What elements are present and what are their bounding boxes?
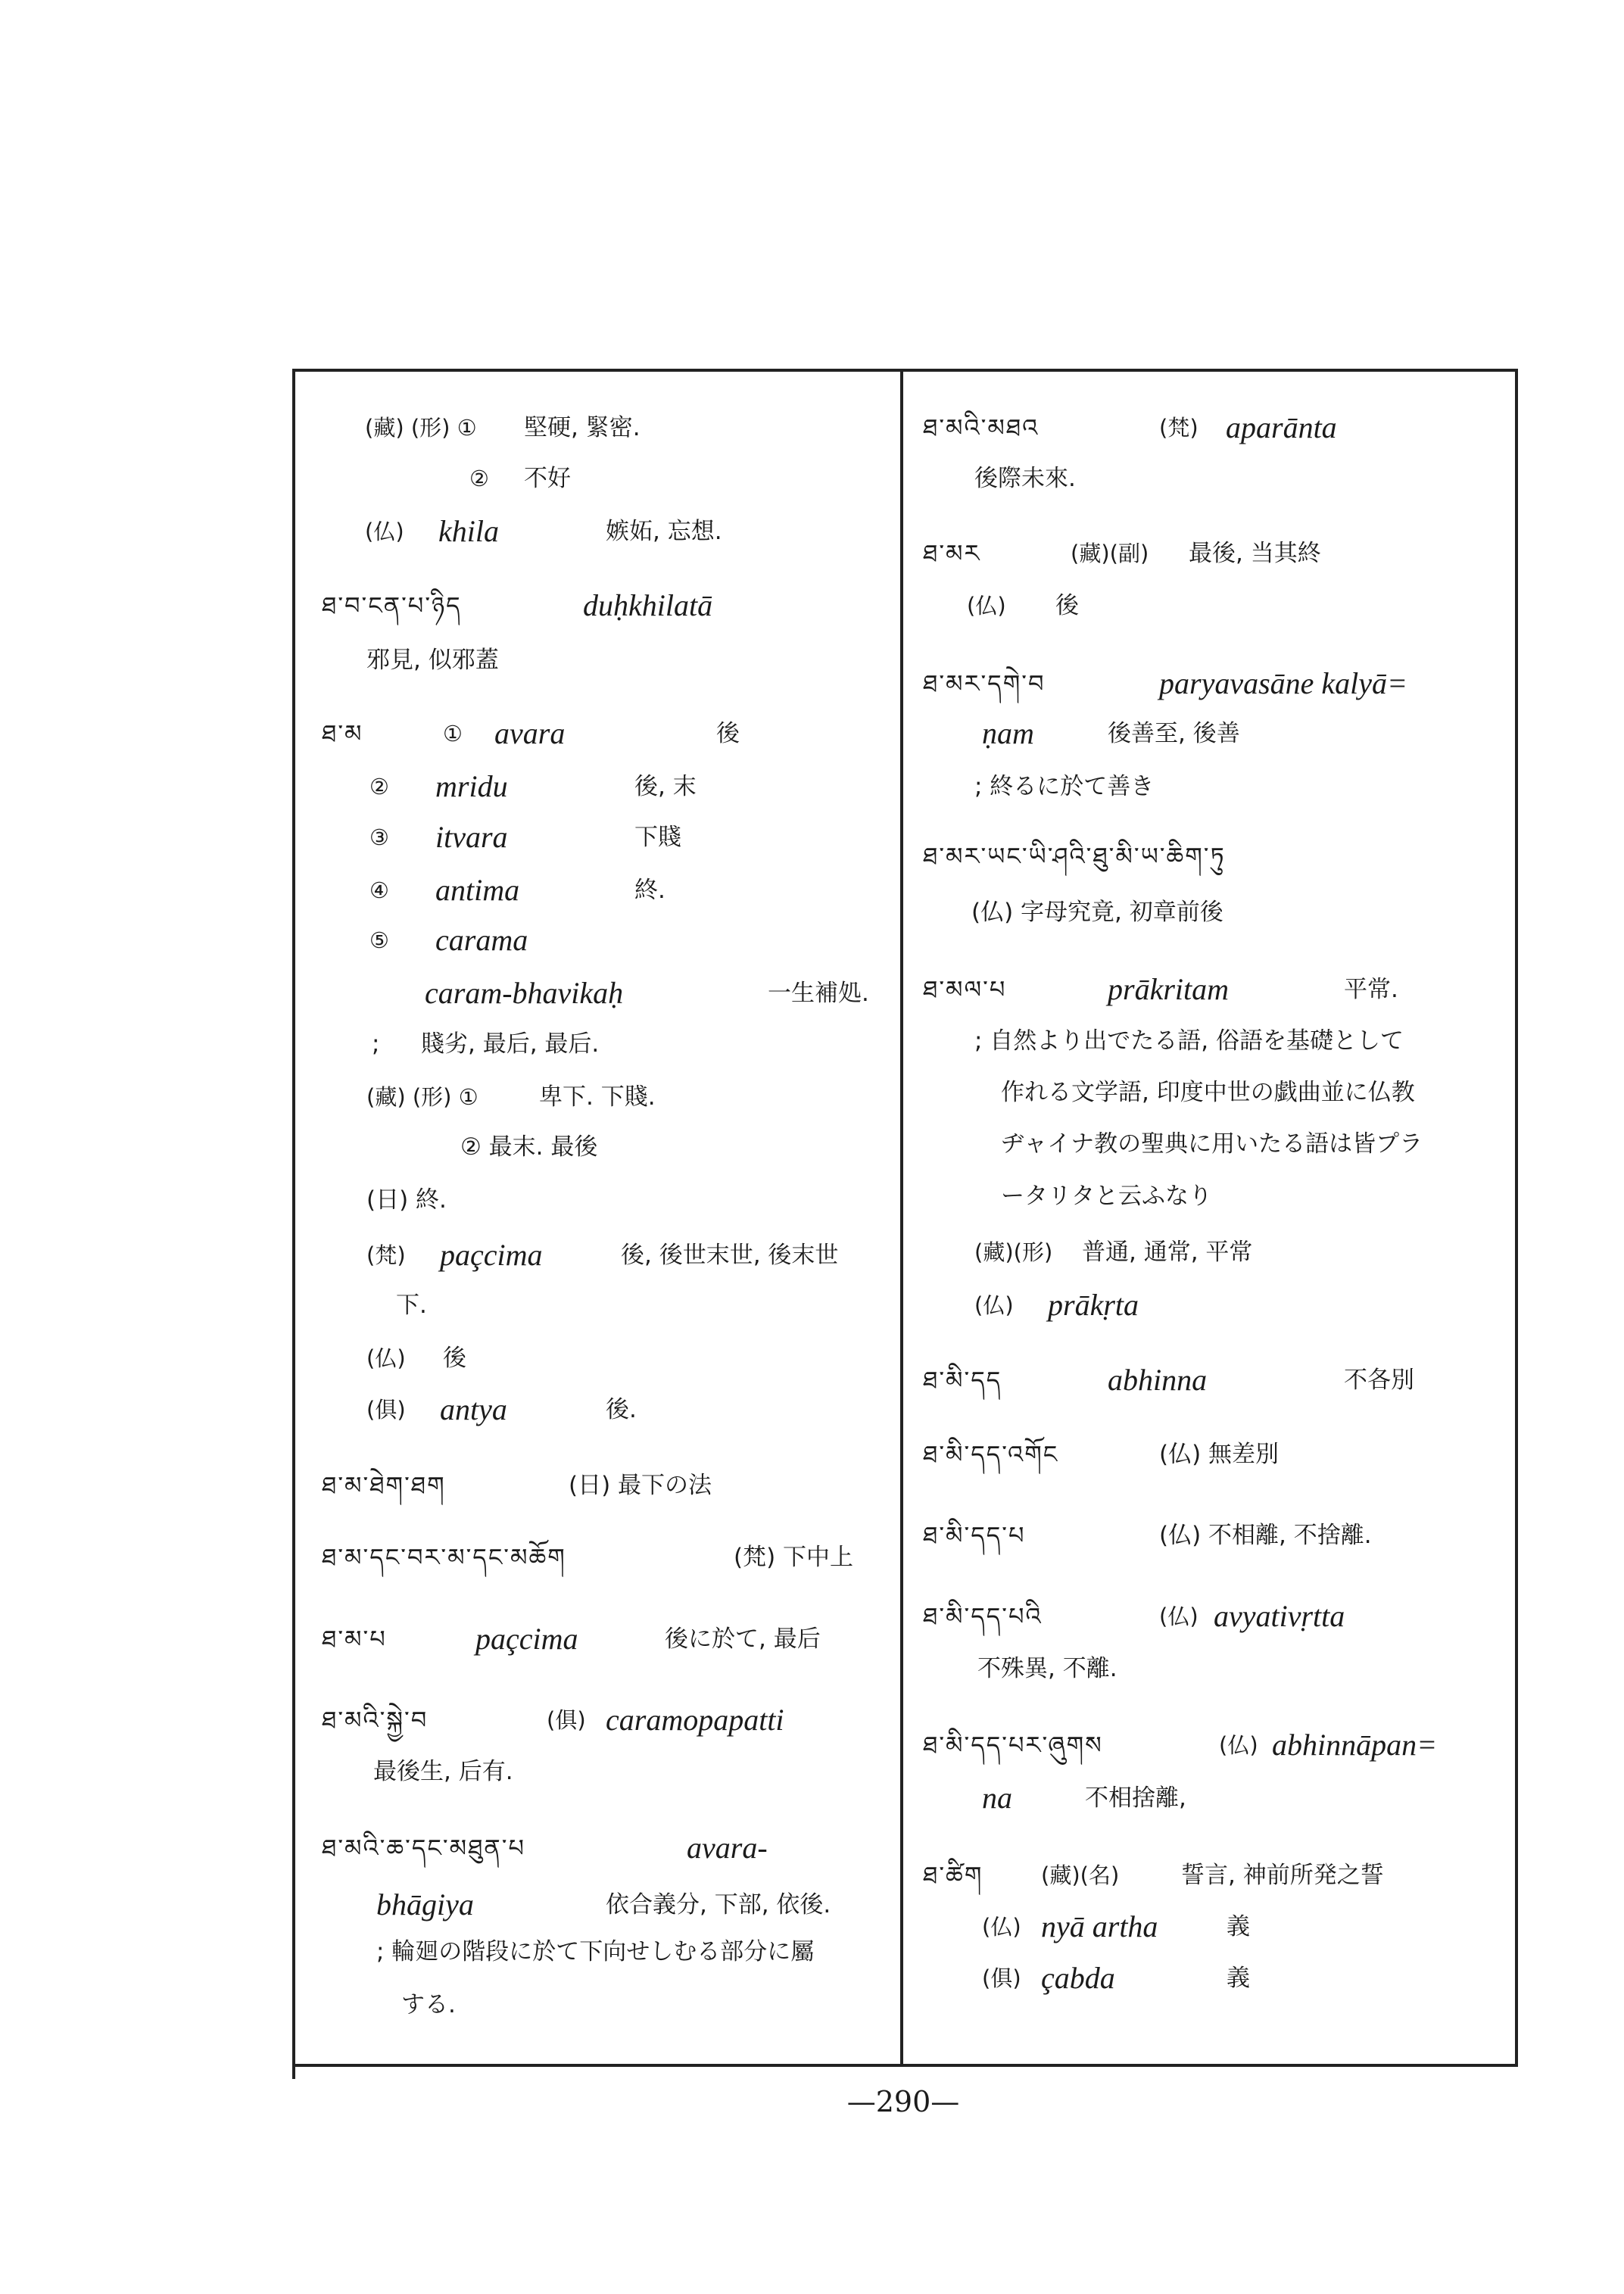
- japanese-note: ータリタと云ふなり: [1001, 1183, 1212, 1210]
- column-divider: [900, 369, 903, 2067]
- sanskrit-term: itvara: [435, 820, 508, 854]
- japanese-gloss: 下.: [396, 1292, 427, 1319]
- source-marker: (藏)(副): [1071, 541, 1149, 566]
- headword-tibetan: ཐ་མ་ཐེག་ཐག: [322, 1471, 446, 1500]
- sanskrit-term: paçcima: [475, 1622, 578, 1656]
- japanese-gloss: 堅硬, 緊密.: [524, 414, 641, 441]
- headword-tibetan: ཐ་མ་དང་བར་མ་དང་མཆོག: [322, 1543, 566, 1572]
- headword-tibetan: ཐ་མར: [923, 539, 981, 568]
- headword-tibetan: ཐ་མི་དད་པར་ཞུགས: [923, 1731, 1103, 1759]
- japanese-gloss: 卑下. 下賤.: [539, 1083, 656, 1111]
- sanskrit-term: çabda: [1041, 1961, 1115, 1995]
- headword-tibetan: ཐ་མི་དད་འགོང: [923, 1440, 1059, 1469]
- japanese-gloss: 不相捨離,: [1085, 1784, 1186, 1812]
- japanese-gloss: (仏) 字母究竟, 初章前後: [971, 899, 1223, 926]
- source-marker: (仏): [366, 1345, 406, 1371]
- japanese-gloss: 平常.: [1344, 976, 1398, 1003]
- japanese-note: ; 輪廻の階段に於て下向せしむる部分に屬: [376, 1938, 815, 1965]
- source-marker: (仏): [1159, 1604, 1199, 1629]
- sanskrit-term: avyativṛtta: [1214, 1599, 1345, 1633]
- japanese-gloss: 終.: [634, 877, 665, 904]
- sense-number: ④: [369, 877, 389, 903]
- japanese-gloss: 義: [1227, 1913, 1250, 1940]
- japanese-gloss: 後際未來.: [974, 465, 1076, 492]
- headword-tibetan: ཐ་མལ་པ: [923, 975, 1007, 1004]
- sanskrit-term: na: [982, 1781, 1012, 1815]
- dictionary-frame: [292, 369, 1518, 2067]
- sense-number: ③: [369, 824, 389, 850]
- source-marker: (仏): [982, 1914, 1021, 1940]
- source-marker: (藏) (形) ①: [366, 1084, 478, 1110]
- japanese-note: ヂャイナ教の聖典に用いたる語は皆プラ: [1001, 1130, 1423, 1158]
- headword-tibetan: ཐ་མའི་སྐྱེ་བ: [322, 1706, 429, 1735]
- japanese-gloss: 後, 後世末世, 後末世: [621, 1242, 839, 1269]
- headword-tibetan: ཐ་མ་པ: [322, 1625, 387, 1653]
- source-marker: (仏): [1219, 1732, 1258, 1758]
- japanese-gloss: 下賤: [634, 824, 681, 851]
- japanese-note: 作れる文学語, 印度中世の戯曲並に仏教: [1001, 1079, 1415, 1106]
- sanskrit-term: antima: [435, 873, 520, 907]
- sanskrit-term: ṇam: [982, 716, 1034, 750]
- source-marker: (梵): [1159, 415, 1199, 441]
- headword-tibetan: ཐ་མི་དད་པའི: [923, 1602, 1043, 1631]
- japanese-gloss: ② 最末. 最後: [460, 1133, 598, 1161]
- headword-tibetan: ཐ་མར་ཡང་ཡི་ཤའི་ཐུ་མི་ཡ་ཆིག་ཏུ: [923, 842, 1226, 871]
- japanese-gloss: 不各別: [1344, 1367, 1414, 1394]
- source-marker: (俱): [982, 1965, 1021, 1991]
- sanskrit-term: duḥkhilatā: [583, 588, 713, 622]
- sanskrit-term: avara: [494, 716, 566, 750]
- japanese-gloss: 後: [443, 1345, 466, 1372]
- headword-tibetan: ཐ་མ: [322, 719, 363, 748]
- japanese-note: ; 終るに於て善き: [974, 773, 1155, 800]
- sanskrit-term: paçcima: [440, 1238, 543, 1272]
- headword-tibetan: ཐ་མའི་མཐའ: [923, 413, 1040, 442]
- japanese-gloss: 不好: [524, 465, 571, 492]
- sense-number: ②: [469, 466, 489, 491]
- sanskrit-term: caram-bhavikaḥ: [425, 976, 624, 1010]
- japanese-gloss: (仏) 不相離, 不捨離.: [1159, 1522, 1372, 1549]
- sanskrit-term: prākritam: [1108, 972, 1229, 1006]
- japanese-gloss: 後.: [606, 1396, 637, 1423]
- japanese-gloss: 後: [716, 720, 740, 747]
- japanese-gloss: (仏) 無差別: [1159, 1441, 1280, 1468]
- japanese-gloss: 嫉妬, 忘想.: [606, 518, 722, 545]
- japanese-gloss: 後善至, 後善: [1108, 720, 1240, 747]
- japanese-gloss: 後: [1055, 592, 1079, 619]
- source-marker: (仏): [967, 593, 1006, 619]
- source-marker: (藏)(名): [1041, 1862, 1120, 1888]
- sanskrit-term: avara-: [687, 1831, 768, 1865]
- japanese-note: ; 自然より出でたる語, 俗語を基礎として: [974, 1027, 1404, 1055]
- sanskrit-term: nyā artha: [1041, 1909, 1158, 1943]
- japanese-note: する.: [401, 1991, 456, 2018]
- japanese-gloss: 最後, 当其終: [1189, 540, 1321, 567]
- sanskrit-term: aparānta: [1226, 410, 1337, 444]
- japanese-gloss: 義: [1227, 1965, 1250, 1992]
- japanese-gloss: 賤劣, 最后, 最后.: [421, 1030, 600, 1058]
- japanese-gloss: 依合義分, 下部, 依後.: [606, 1891, 831, 1918]
- japanese-gloss: 邪見, 似邪蓋: [366, 647, 499, 674]
- japanese-gloss: (梵) 下中上: [734, 1544, 854, 1571]
- sanskrit-term: antya: [440, 1392, 507, 1426]
- source-marker: (仏): [365, 519, 404, 544]
- sense-number: ①: [443, 721, 463, 746]
- japanese-gloss: 不殊異, 不離.: [977, 1655, 1117, 1682]
- source-marker: (仏): [974, 1292, 1014, 1318]
- source-marker: (俱): [366, 1397, 406, 1423]
- frame-corner-mark: [292, 2065, 295, 2079]
- sanskrit-term: mridu: [435, 769, 508, 803]
- sanskrit-term: abhinna: [1108, 1363, 1208, 1397]
- headword-tibetan: ཐ་བ་ངན་པ་ཉིད: [322, 591, 462, 620]
- source-marker: (藏)(形): [974, 1239, 1053, 1265]
- sanskrit-term: paryavasāne kalyā=: [1159, 666, 1408, 700]
- headword-tibetan: ཐ་མི་དད: [923, 1366, 1002, 1395]
- japanese-gloss: 誓言, 神前所発之誓: [1181, 1862, 1384, 1889]
- japanese-gloss: (日) 最下の法: [569, 1472, 712, 1499]
- sanskrit-term: carama: [435, 923, 528, 957]
- headword-tibetan: ཐ་མི་དད་པ: [923, 1521, 1026, 1550]
- sense-number: ②: [369, 774, 389, 799]
- headword-tibetan: ཐ་མར་དགེ་བ: [923, 669, 1046, 698]
- sanskrit-term: prākṛta: [1048, 1288, 1139, 1322]
- note-marker: ;: [372, 1030, 380, 1058]
- page-number: —290—: [846, 2085, 960, 2118]
- sanskrit-term: abhinnāpan=: [1272, 1728, 1438, 1762]
- japanese-gloss: 普通, 通常, 平常: [1082, 1239, 1253, 1266]
- headword-tibetan: ཐ་མའི་ཆ་དང་མཐུན་པ: [322, 1834, 525, 1862]
- source-marker: (藏) (形) ①: [365, 415, 477, 441]
- japanese-gloss: 最後生, 后有.: [373, 1758, 513, 1785]
- japanese-gloss: (日) 終.: [366, 1186, 447, 1214]
- sanskrit-term: khila: [438, 514, 499, 548]
- japanese-gloss: 後に於て, 最后: [665, 1625, 821, 1653]
- source-marker: (梵): [366, 1242, 406, 1268]
- sanskrit-term: caramopapatti: [606, 1703, 784, 1737]
- sanskrit-term: bhāgiya: [376, 1887, 474, 1922]
- sense-number: ⑤: [369, 927, 389, 953]
- japanese-gloss: 後, 末: [634, 773, 697, 800]
- headword-tibetan: ཐ་ཚིག: [923, 1861, 983, 1890]
- source-marker: (俱): [547, 1707, 586, 1733]
- japanese-gloss: 一生補処.: [768, 980, 869, 1007]
